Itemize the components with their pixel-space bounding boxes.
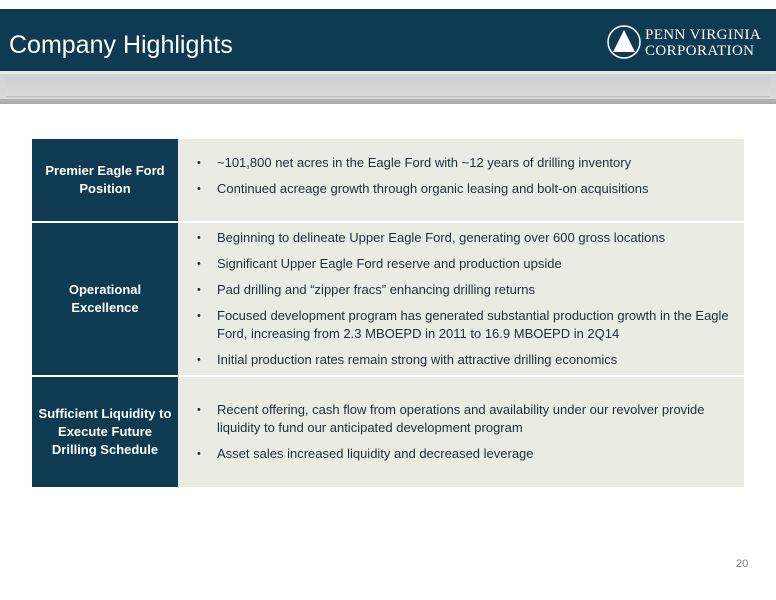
bullet-text: Asset sales increased liquidity and decreased leverage [217, 446, 534, 461]
bullet-icon: • [197, 232, 201, 244]
bullet-item [197, 401, 732, 437]
bullet-icon: • [197, 404, 201, 416]
triangle-logo-icon [607, 24, 641, 60]
logo-line-2: CORPORATION [645, 43, 755, 59]
logo-line-1: PENN VIRGINIA [645, 27, 762, 43]
bullet-item [197, 229, 732, 247]
logo-text [645, 27, 761, 59]
bullet-icon: • [197, 258, 201, 270]
highlight-row-operational [32, 223, 744, 377]
bullet-text: Focused development program has generated substantial production growth in the Eagle Ford, increasing from 2.3 MBOEPD in 2011 to 16.9 MBOEPD in 2Q14 [217, 308, 729, 341]
bullet-icon: • [197, 448, 201, 460]
row-label: Sufficient Liquidity to Execute Future Drilling Schedule [32, 377, 178, 487]
bullet-text: Significant Upper Eagle Ford reserve and production upside [217, 256, 562, 271]
row-content [178, 223, 744, 375]
company-logo [607, 24, 767, 64]
bullet-icon: • [197, 284, 201, 296]
bullet-text: Beginning to delineate Upper Eagle Ford, generating over 600 gross locations [217, 230, 666, 245]
bullet-text: Recent offering, cash flow from operations and availability under our revolver provide liquidity to fund our anticipated development program [217, 402, 705, 435]
row-content [178, 377, 744, 487]
bullet-text: Continued acreage growth through organic leasing and bolt-on acquisitions [217, 181, 649, 196]
highlight-row-liquidity [32, 377, 744, 487]
page-title: Company Highlights [9, 31, 233, 59]
bullet-item [197, 445, 732, 463]
bullet-icon: • [197, 310, 201, 322]
row-label: Operational Excellence [32, 223, 178, 375]
bullet-text: ~101,800 net acres in the Eagle Ford with ~12 years of drilling inventory [217, 155, 632, 170]
row-content [178, 139, 744, 221]
bullet-icon: • [197, 354, 201, 366]
page-number: 20 [736, 558, 749, 570]
bullet-item [197, 351, 732, 369]
header-band-inner [6, 78, 770, 97]
row-label: Premier Eagle Ford Position [32, 139, 178, 221]
bullet-item [197, 180, 732, 198]
bullet-text: Pad drilling and “zipper fracs” enhancing drilling returns [217, 282, 535, 297]
bullet-item [197, 154, 732, 172]
bullet-text: Initial production rates remain strong with attractive drilling economics [217, 352, 618, 367]
bullet-item [197, 307, 732, 343]
bullet-item [197, 281, 732, 299]
highlights-table [32, 139, 744, 487]
highlight-row-eagle-ford [32, 139, 744, 223]
bullet-icon: • [197, 157, 201, 169]
bullet-item [197, 255, 732, 273]
bullet-icon: • [197, 183, 201, 195]
